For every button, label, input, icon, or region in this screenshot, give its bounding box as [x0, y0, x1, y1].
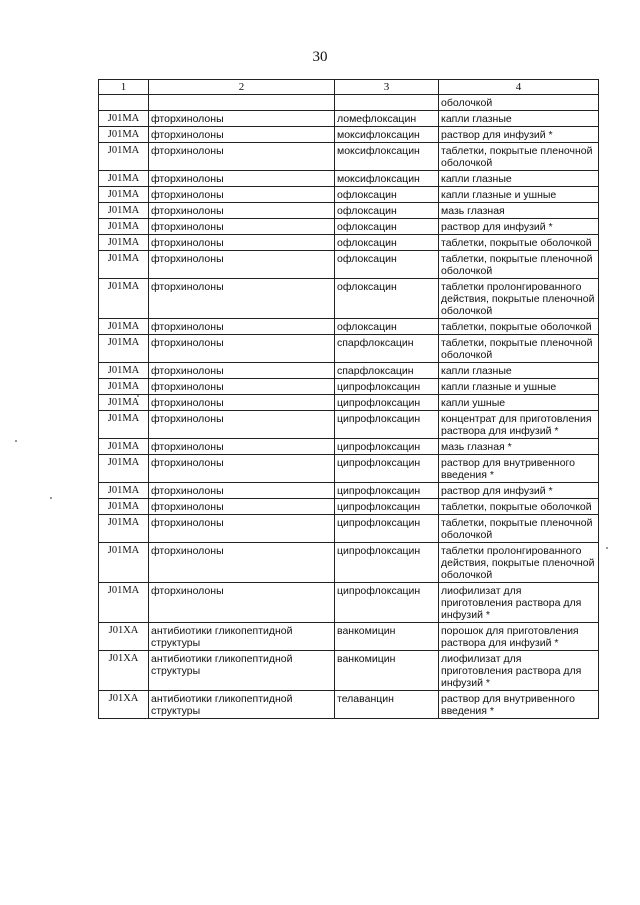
table-row: [99, 379, 599, 395]
table-row: [99, 515, 599, 543]
drug-name-cell: ципрофлоксацин: [335, 395, 439, 411]
table-row: [99, 543, 599, 583]
atc-code-cell: J01MA: [99, 411, 149, 439]
drug-name-cell: ципрофлоксацин: [335, 439, 439, 455]
atc-code-cell: J01MA: [99, 455, 149, 483]
dosage-form-cell: порошок для приготовления раствора для инфузий *: [439, 623, 599, 651]
atc-code-cell: J01MA: [99, 279, 149, 319]
dosage-form-cell: капли глазные и ушные: [439, 187, 599, 203]
column-header-1: 1: [99, 80, 149, 95]
drug-name-cell: [335, 95, 439, 111]
dosage-form-cell: таблетки, покрытые оболочкой: [439, 499, 599, 515]
table-row: [99, 171, 599, 187]
group-name-cell: фторхинолоны: [149, 319, 335, 335]
drug-name-cell: офлоксацин: [335, 251, 439, 279]
drug-name-cell: моксифлоксацин: [335, 143, 439, 171]
dosage-form-cell: таблетки, покрытые пленочной оболочкой: [439, 251, 599, 279]
dosage-form-cell: лиофилизат для приготовления раствора для инфузий *: [439, 651, 599, 691]
table-row: [99, 95, 599, 111]
group-name-cell: фторхинолоны: [149, 335, 335, 363]
drug-name-cell: ванкомицин: [335, 623, 439, 651]
atc-code-cell: J01MA: [99, 171, 149, 187]
table-row: [99, 363, 599, 379]
table-row: [99, 203, 599, 219]
table-row: [99, 651, 599, 691]
scan-speck: [50, 497, 52, 499]
scan-speck: [606, 547, 608, 549]
group-name-cell: фторхинолоны: [149, 143, 335, 171]
dosage-form-cell: капли глазные: [439, 363, 599, 379]
atc-code-cell: J01MA: [99, 379, 149, 395]
atc-code-cell: J01MA: [99, 543, 149, 583]
dosage-form-cell: раствор для инфузий *: [439, 127, 599, 143]
scan-speck: [137, 395, 139, 397]
table-row: [99, 111, 599, 127]
dosage-form-cell: капли ушные: [439, 395, 599, 411]
drug-name-cell: офлоксацин: [335, 319, 439, 335]
drug-name-cell: офлоксацин: [335, 219, 439, 235]
dosage-form-cell: раствор для внутривенного введения *: [439, 455, 599, 483]
group-name-cell: фторхинолоны: [149, 111, 335, 127]
table-row: [99, 411, 599, 439]
atc-code-cell: J01MA: [99, 219, 149, 235]
group-name-cell: фторхинолоны: [149, 515, 335, 543]
group-name-cell: фторхинолоны: [149, 379, 335, 395]
dosage-form-cell: капли глазные: [439, 171, 599, 187]
drug-name-cell: ципрофлоксацин: [335, 583, 439, 623]
group-name-cell: антибиотики гликопептидной структуры: [149, 651, 335, 691]
table-row: [99, 235, 599, 251]
group-name-cell: фторхинолоны: [149, 411, 335, 439]
dosage-form-cell: капли глазные и ушные: [439, 379, 599, 395]
atc-code-cell: J01MA: [99, 111, 149, 127]
group-name-cell: фторхинолоны: [149, 187, 335, 203]
table-row: [99, 127, 599, 143]
scan-speck: [15, 440, 17, 442]
group-name-cell: антибиотики гликопептидной структуры: [149, 623, 335, 651]
dosage-form-cell: раствор для внутривенного введения *: [439, 691, 599, 719]
dosage-form-cell: раствор для инфузий *: [439, 219, 599, 235]
atc-code-cell: J01MA: [99, 203, 149, 219]
dosage-form-cell: концентрат для приготовления раствора для инфузий *: [439, 411, 599, 439]
drug-name-cell: офлоксацин: [335, 235, 439, 251]
drug-name-cell: ципрофлоксацин: [335, 515, 439, 543]
group-name-cell: фторхинолоны: [149, 171, 335, 187]
table-row: [99, 439, 599, 455]
drug-name-cell: ципрофлоксацин: [335, 379, 439, 395]
table-row: [99, 583, 599, 623]
drug-name-cell: спарфлоксацин: [335, 363, 439, 379]
group-name-cell: фторхинолоны: [149, 235, 335, 251]
drug-name-cell: спарфлоксацин: [335, 335, 439, 363]
drug-name-cell: ципрофлоксацин: [335, 499, 439, 515]
table-row: [99, 187, 599, 203]
drug-table: [98, 79, 599, 719]
dosage-form-cell: капли глазные: [439, 111, 599, 127]
table-row: [99, 279, 599, 319]
drug-name-cell: ципрофлоксацин: [335, 455, 439, 483]
table-header-row: [99, 80, 599, 95]
dosage-form-cell: таблетки, покрытые оболочкой: [439, 235, 599, 251]
table-row: [99, 335, 599, 363]
atc-code-cell: J01XA: [99, 691, 149, 719]
table-row: [99, 483, 599, 499]
atc-code-cell: J01XA: [99, 623, 149, 651]
dosage-form-cell: лиофилизат для приготовления раствора для инфузий *: [439, 583, 599, 623]
dosage-form-cell: таблетки, покрытые пленочной оболочкой: [439, 515, 599, 543]
atc-code-cell: J01MA: [99, 483, 149, 499]
group-name-cell: фторхинолоны: [149, 583, 335, 623]
atc-code-cell: J01MA: [99, 235, 149, 251]
dosage-form-cell: мазь глазная *: [439, 439, 599, 455]
atc-code-cell: J01MA: [99, 395, 149, 411]
table-row: [99, 251, 599, 279]
page-number: 30: [312, 49, 328, 65]
atc-code-cell: J01MA: [99, 583, 149, 623]
atc-code-cell: [99, 95, 149, 111]
drug-name-cell: ломефлоксацин: [335, 111, 439, 127]
drug-name-cell: офлоксацин: [335, 187, 439, 203]
table-row: [99, 395, 599, 411]
drug-name-cell: моксифлоксацин: [335, 127, 439, 143]
group-name-cell: антибиотики гликопептидной структуры: [149, 691, 335, 719]
column-header-3: 3: [335, 80, 439, 95]
table-row: [99, 143, 599, 171]
drug-name-cell: моксифлоксацин: [335, 171, 439, 187]
atc-code-cell: J01MA: [99, 499, 149, 515]
column-header-4: 4: [439, 80, 599, 95]
group-name-cell: фторхинолоны: [149, 455, 335, 483]
drug-name-cell: офлоксацин: [335, 279, 439, 319]
group-name-cell: фторхинолоны: [149, 279, 335, 319]
drug-name-cell: телаванцин: [335, 691, 439, 719]
group-name-cell: фторхинолоны: [149, 483, 335, 499]
table-row: [99, 623, 599, 651]
dosage-form-cell: мазь глазная: [439, 203, 599, 219]
atc-code-cell: J01XA: [99, 651, 149, 691]
group-name-cell: фторхинолоны: [149, 363, 335, 379]
group-name-cell: фторхинолоны: [149, 219, 335, 235]
dosage-form-cell: раствор для инфузий *: [439, 483, 599, 499]
dosage-form-cell: таблетки, покрытые пленочной оболочкой: [439, 143, 599, 171]
dosage-form-cell: таблетки, покрытые пленочной оболочкой: [439, 335, 599, 363]
group-name-cell: фторхинолоны: [149, 127, 335, 143]
group-name-cell: фторхинолоны: [149, 439, 335, 455]
group-name-cell: фторхинолоны: [149, 203, 335, 219]
dosage-form-cell: таблетки, покрытые оболочкой: [439, 319, 599, 335]
table-row: [99, 219, 599, 235]
table-row: [99, 691, 599, 719]
atc-code-cell: J01MA: [99, 335, 149, 363]
atc-code-cell: J01MA: [99, 363, 149, 379]
column-header-2: 2: [149, 80, 335, 95]
dosage-form-cell: оболочкой: [439, 95, 599, 111]
dosage-form-cell: таблетки пролонгированного действия, покрытые пленочной оболочкой: [439, 543, 599, 583]
group-name-cell: фторхинолоны: [149, 251, 335, 279]
atc-code-cell: J01MA: [99, 187, 149, 203]
drug-name-cell: ванкомицин: [335, 651, 439, 691]
atc-code-cell: J01MA: [99, 439, 149, 455]
table-row: [99, 499, 599, 515]
atc-code-cell: J01MA: [99, 127, 149, 143]
drug-name-cell: ципрофлоксацин: [335, 483, 439, 499]
atc-code-cell: J01MA: [99, 515, 149, 543]
drug-table-body: [99, 80, 599, 719]
drug-name-cell: ципрофлоксацин: [335, 543, 439, 583]
drug-name-cell: офлоксацин: [335, 203, 439, 219]
table-row: [99, 455, 599, 483]
drug-name-cell: ципрофлоксацин: [335, 411, 439, 439]
atc-code-cell: J01MA: [99, 251, 149, 279]
group-name-cell: фторхинолоны: [149, 543, 335, 583]
dosage-form-cell: таблетки пролонгированного действия, покрытые пленочной оболочкой: [439, 279, 599, 319]
atc-code-cell: J01MA: [99, 143, 149, 171]
group-name-cell: [149, 95, 335, 111]
atc-code-cell: J01MA: [99, 319, 149, 335]
table-row: [99, 319, 599, 335]
group-name-cell: фторхинолоны: [149, 499, 335, 515]
group-name-cell: фторхинолоны: [149, 395, 335, 411]
